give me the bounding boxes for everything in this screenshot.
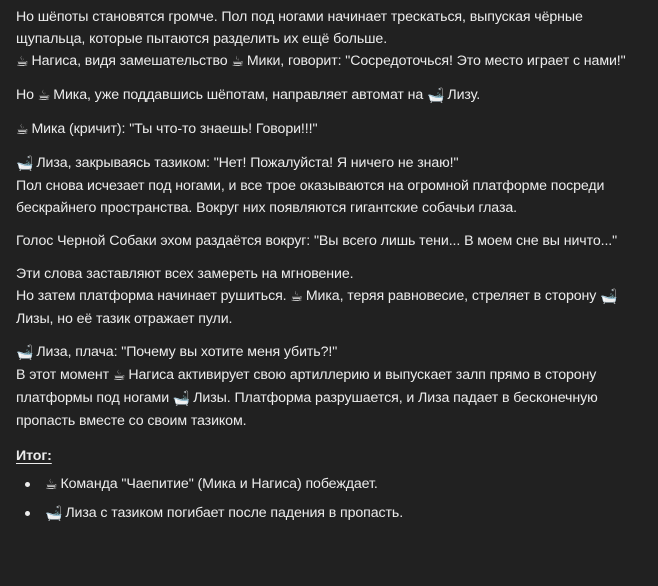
text: Мики, говорит: "Сосредоточься! Это место играет с нами!" [246,53,626,69]
tea-icon: ☕ [16,54,29,70]
text: Лизы, но её тазик отражает пули. [16,311,233,327]
tea-icon: ☕ [290,289,303,305]
paragraph-7 [16,341,642,432]
paragraph-5 [16,230,642,252]
text: Нагиса активирует свою артиллерию и выпускает залп прямо в сторону платформы под ногами [16,367,597,406]
bathtub-icon: 🛁 [172,391,191,407]
tea-icon: ☕ [45,477,58,493]
paragraph-2 [16,84,642,107]
summary-heading: Итог: [16,448,52,464]
text: Лизу. [447,87,481,103]
bathtub-icon: 🛁 [16,345,34,361]
text: Но шёпоты становятся громче. Пол под ногами начинает трескаться, выпуская чёрные щупальца, которые пытаются разделить их ещё больше. [16,9,583,47]
text: Мика (кричит): "Ты что-то знаешь! Говори!!!" [31,121,318,137]
text: Лизы. Платформа разрушается, и Лиза падает в бесконечную пропасть вместе со своим тазиком. [16,390,598,429]
bathtub-icon: 🛁 [16,156,34,172]
text: Нагиса, видя замешательство [31,53,228,69]
list-item [23,473,642,496]
text: Голос Черной Собаки эхом раздаётся вокруг: "Вы всего лишь тени... В моем сне вы ничто..." [16,233,618,249]
text: Лиза, закрываясь тазиком: "Нет! Пожалуйста! Я ничего не знаю!" [36,155,459,171]
summary-list [16,473,642,525]
bathtub-icon: 🛁 [600,289,618,305]
text: Мика, теряя равновесие, стреляет в сторону [305,288,597,304]
bathtub-icon: 🛁 [45,506,63,522]
tea-icon: ☕ [112,368,126,384]
text: Лиза, плача: "Почему вы хотите меня убить?!" [36,344,338,360]
paragraph-3 [16,118,642,141]
text: Команда "Чаепитие" (Мика и Нагиса) побеждает. [60,476,378,492]
text: Лиза с тазиком погибает после падения в пропасть. [65,505,404,521]
paragraph-1 [16,6,642,73]
paragraph-6 [16,263,642,330]
tea-icon: ☕ [16,122,29,138]
tea-icon: ☕ [231,54,244,70]
text: Пол снова исчезает под ногами, и все трое оказываются на огромной платформе посреди бескрайнего пространства. Вокруг них появляются гигантские собачьи глаза. [16,178,605,216]
text: В этот момент [16,367,110,383]
text: Эти слова заставляют всех замереть на мгновение. [16,266,354,282]
paragraph-4 [16,152,642,219]
bathtub-icon: 🛁 [427,88,445,104]
text: Мика, уже поддавшись шёпотам, направляет автомат на [53,87,424,103]
list-item [23,502,642,525]
text: Но затем платформа начинает рушиться. [16,288,287,304]
text: Но [16,87,34,103]
tea-icon: ☕ [37,88,51,104]
